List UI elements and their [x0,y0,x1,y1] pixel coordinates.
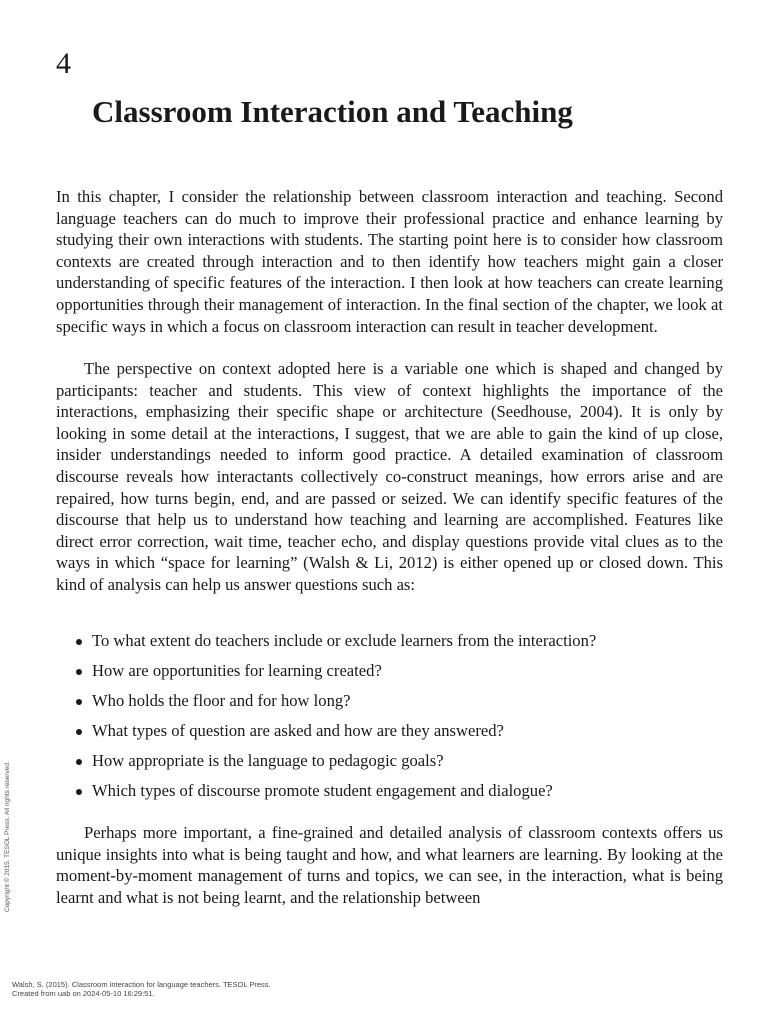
question-text: How appropriate is the language to pedagogic goals? [92,751,444,770]
question-text: Which types of discourse promote student engagement and dialogue? [92,781,553,800]
bullet-icon [76,789,82,795]
body-paragraph-analysis: Perhaps more important, a fine-grained and detailed analysis of classroom contexts offers us unique insights into what is being taught and how, and what learners are learning. By looking at the moment-by-moment management of turns and topics, we can see, in the interaction, what is being learnt and what is not being learnt, and the relationship between [56,823,723,907]
question-item [56,750,723,780]
footer-citation [12,980,271,998]
question-list [56,630,723,810]
citation-line: Walsh, S. (2015). Classroom interaction for language teachers. TESOL Press. [12,980,271,989]
question-item [56,720,723,750]
chapter-number: 4 [56,47,71,80]
question-text: How are opportunities for learning created? [92,661,382,680]
question-item [56,780,723,810]
copyright-notice: Copyright © 2015. TESOL Press. All rights reserved. [4,761,11,912]
bullet-icon [76,729,82,735]
question-text: To what extent do teachers include or exclude learners from the interaction? [92,631,597,650]
question-item [56,630,723,660]
body-paragraph-context: The perspective on context adopted here is a variable one which is shaped and changed by participants: teacher and students. This view of context highlights the importance of the interactions, emphasizing their specific shape or architecture (Seedhouse, 2004). It is only by looking in some detail at the interactions, I suggest, that we are able to gain the kind of up close, insider understandings needed to inform good practice. A detailed examination of classroom discourse reveals how interactants collectively co-construct meanings, how errors arise and are repaired, how turns begin, end, and are passed or seized. We can identify specific features of the discourse that help us to understand how teaching and learning are accomplished. Features like direct error correction, wait time, teacher echo, and display questions provide vital clues as to the ways in which “space for learning” (Walsh & Li, 2012) is either opened up or closed down. This kind of analysis can help us answer questions such as: [56,359,723,594]
created-line: Created from uab on 2024-05-10 16:29:51. [12,989,155,998]
question-text: Who holds the floor and for how long? [92,691,351,710]
bullet-icon [76,699,82,705]
chapter-title: Classroom Interaction and Teaching [92,94,573,129]
question-item [56,660,723,690]
bullet-icon [76,759,82,765]
question-item [56,690,723,720]
body-paragraph-intro: In this chapter, I consider the relationship between classroom interaction and teaching. Second language teachers can do much to improve their professional practice and enhance learning by studying their own interactions with students. The starting point here is to consider how classroom contexts are created through interaction and to then identify how teachers might gain a closer understanding of specific features of the interaction. I then look at how teachers can create learning opportunities through their management of interaction. In the final section of the chapter, we look at specific ways in which a focus on classroom interaction can result in teacher development. [56,187,723,336]
bullet-icon [76,639,82,645]
bullet-icon [76,669,82,675]
question-text: What types of question are asked and how are they answered? [92,721,504,740]
